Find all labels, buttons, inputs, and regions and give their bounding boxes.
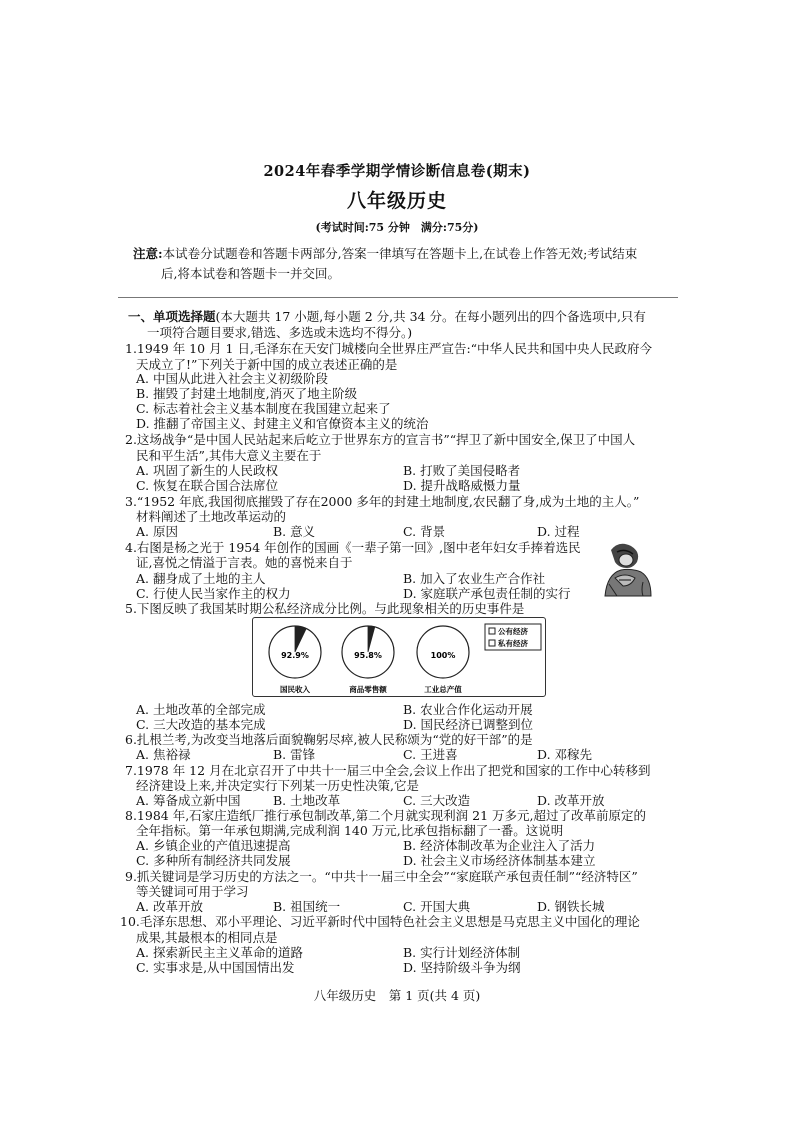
section-desc-2: 一项符合题目要求,错选、多选或未选均不得分。) [147, 325, 413, 340]
section-title: 一、单项选择题 [128, 309, 216, 324]
notice-line1: 本试卷分试题卷和答题卡两部分,答案一律填写在答题卡上,在试卷上作答无效;考试结束 [162, 246, 638, 261]
q4-stem-1: 4.右图是杨之光于 1954 年创作的国画《一辈子第一回》,图中老年妇女手捧着选民 [125, 540, 581, 555]
q5-option-c: C. 三大改造的基本完成 [136, 717, 266, 732]
q3-option-c: C. 背景 [403, 524, 446, 539]
q7-option-a: A. 筹备成立新中国 [136, 793, 241, 808]
page-footer: 八年级历史 第 1 页(共 4 页) [313, 988, 481, 1003]
q10-option-b: B. 实行计划经济体制 [403, 945, 521, 960]
pie-chart-svg [253, 618, 545, 696]
q9-option-d: D. 钢铁长城 [537, 899, 605, 914]
q8-stem-2: 全年指标。第一年承包期满,完成利润 140 万元,比承包指标翻了一番。这说明 [136, 823, 564, 838]
q4-stem-2: 证,喜悦之情溢于言表。她的喜悦来自于 [136, 555, 353, 570]
q1-stem-1: 1.1949 年 10 月 1 日,毛泽东在天安门城楼向全世界庄严宣告:“中华人民共和国中央人民政府今 [125, 341, 653, 356]
q8-option-a: A. 乡镇企业的产值迅速提高 [136, 838, 291, 853]
notice [133, 244, 673, 264]
q1-option-a: A. 中国从此进入社会主义初级阶段 [136, 371, 328, 386]
q10-stem-2: 成果,其最根本的相同点是 [136, 930, 278, 945]
q3-stem-1: 3.“1952 年底,我国彻底摧毁了存在2000 多年的封建土地制度,农民翻了身,成为土地的主人。” [125, 494, 640, 509]
q3-option-b: B. 意义 [273, 524, 316, 539]
q2-stem-1: 2.这场战争“是中国人民站起来后屹立于世界东方的宣言书”“捍卫了新中国安全,保卫了中国人 [125, 432, 636, 447]
q8-stem-1: 8.1984 年,石家庄造纸厂推行承包制改革,第二个月就实现利润 21 万多元,超过了改革前原定的 [125, 808, 646, 823]
q7-option-c: C. 三大改造 [403, 793, 471, 808]
q6-stem-1: 6.扎根兰考,为改变当地落后面貌鞠躬尽瘁,被人民称颂为“党的好干部”的是 [125, 732, 533, 747]
q9-option-a: A. 改革开放 [136, 899, 203, 914]
q2-option-a: A. 巩固了新生的人民政权 [136, 463, 278, 478]
exam-title: 2024年春季学期学情诊断信息卷(期末) [263, 163, 531, 180]
q9-option-c: C. 开国大典 [403, 899, 471, 914]
q9-stem-2: 等关键词可用于学习 [136, 884, 249, 899]
q1-stem-2: 天成立了!”下列关于新中国的成立表述正确的是 [136, 357, 398, 372]
section-desc-1: (本大题共 17 小题,每小题 2 分,共 34 分。在每小题列出的四个备选项中,只有 [215, 309, 646, 324]
legend-swatch-1 [489, 628, 495, 634]
q10-option-a: A. 探索新民主主义革命的道路 [136, 945, 303, 960]
q3-option-a: A. 原因 [136, 524, 178, 539]
notice-line2: 后,将本试卷和答题卡一并交回。 [161, 266, 340, 281]
q7-stem-1: 7.1978 年 12 月在北京召开了中共十一届三中全会,会议上作出了把党和国家的工作中心转移到 [125, 763, 651, 778]
q8-option-d: D. 社会主义市场经济体制基本建立 [403, 853, 596, 868]
q2-option-b: B. 打败了美国侵略者 [403, 463, 521, 478]
pie-category-label-2: 商品零售额 [349, 685, 387, 694]
q7-option-b: B. 土地改革 [273, 793, 341, 808]
q9-option-b: B. 祖国统一 [273, 899, 341, 914]
pie-category-label-1: 国民收入 [280, 685, 310, 694]
exam-info: (考试时间:75 分钟 满分:75分) [315, 221, 479, 234]
q10-option-d: D. 坚持阶级斗争为纲 [403, 960, 521, 975]
pie-value-label-3: 100% [430, 651, 456, 660]
q7-stem-2: 经济建设上来,并决定实行下列某一历史性决策,它是 [136, 778, 419, 793]
q9-stem-1: 9.抓关键词是学习历史的方法之一。“中共十一届三中全会”“家庭联产承包责任制”“经济特区” [125, 869, 638, 884]
notice-lead: 注意: [133, 246, 163, 261]
q4-option-c: C. 行使人民当家作主的权力 [136, 586, 291, 601]
legend-label-1: 公有经济 [498, 627, 528, 636]
q10-option-c: C. 实事求是,从中国国情出发 [136, 960, 295, 975]
q1-option-b: B. 摧毁了封建土地制度,消灭了地主阶级 [136, 386, 358, 401]
q3-option-d: D. 过程 [537, 524, 580, 539]
q2-option-c: C. 恢复在联合国合法席位 [136, 478, 279, 493]
chart-legend [485, 624, 541, 650]
subject-title: 八年级历史 [346, 190, 447, 212]
q4-option-a: A. 翻身成了土地的主人 [136, 571, 266, 586]
legend-swatch-2 [489, 640, 495, 646]
q8-option-c: C. 多种所有制经济共同发展 [136, 853, 291, 868]
q1-option-d: D. 推翻了帝国主义、封建主义和官僚资本主义的统治 [136, 416, 429, 431]
q10-stem-1: 10.毛泽东思想、邓小平理论、习近平新时代中国特色社会主义思想是马克思主义中国化的理论 [120, 914, 640, 929]
q5-stem-1: 5.下图反映了我国某时期公私经济成分比例。与此现象相关的历史事件是 [125, 601, 525, 616]
pie-value-label-2: 95.8% [354, 651, 382, 660]
painting-illustration [597, 538, 655, 598]
q4-option-d: D. 家庭联产承包责任制的实行 [403, 586, 571, 601]
q2-stem-2: 民和平生活”,其伟大意义主要在于 [136, 448, 322, 463]
legend-label-2: 私有经济 [498, 639, 528, 648]
q5-option-d: D. 国民经济已调整到位 [403, 717, 534, 732]
economy-pie-chart [252, 617, 546, 697]
q6-option-c: C. 王进喜 [403, 747, 458, 762]
q5-option-a: A. 土地改革的全部完成 [136, 702, 266, 717]
divider [118, 297, 678, 298]
q3-stem-2: 材料阐述了土地改革运动的 [136, 509, 287, 524]
q6-option-a: A. 焦裕禄 [136, 747, 191, 762]
pie-category-label-3: 工业总产值 [424, 685, 462, 694]
pie-value-label-1: 92.9% [281, 651, 309, 660]
q4-option-b: B. 加入了农业生产合作社 [403, 571, 546, 586]
q7-option-d: D. 改革开放 [537, 793, 605, 808]
q1-option-c: C. 标志着社会主义基本制度在我国建立起来了 [136, 401, 391, 416]
q6-option-d: D. 邓稼先 [537, 747, 593, 762]
q5-option-b: B. 农业合作化运动开展 [403, 702, 533, 717]
q6-option-b: B. 雷锋 [273, 747, 316, 762]
q8-option-b: B. 经济体制改革为企业注入了活力 [403, 838, 596, 853]
section-heading [128, 308, 646, 325]
q2-option-d: D. 提升战略威慑力量 [403, 478, 521, 493]
